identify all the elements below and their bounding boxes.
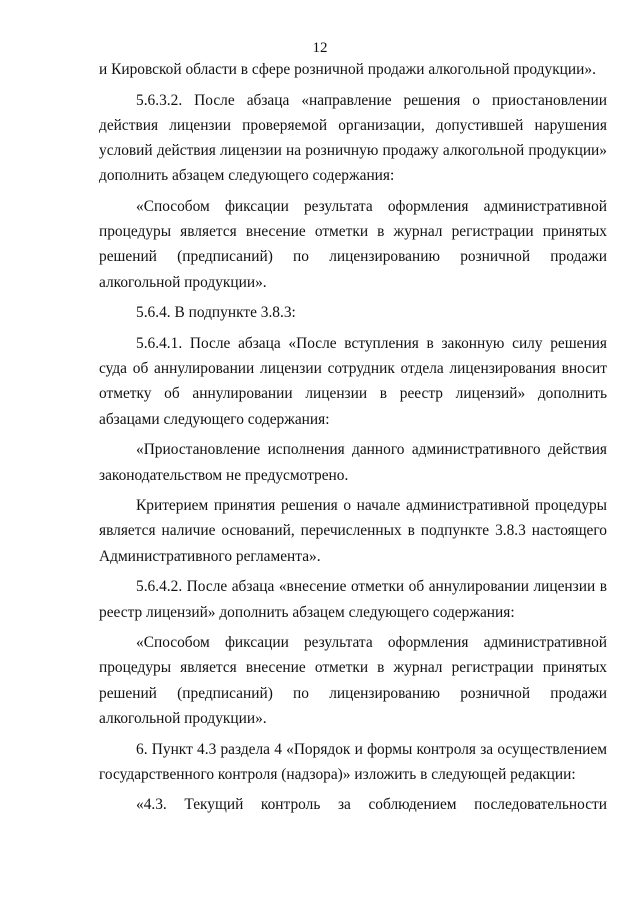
paragraph-5-6-4-2: 5.6.4.2. После абзаца «внесение отметки об аннулировании лицензии в реестр лицензий» дополнить абзацем следующего содержания:: [99, 578, 607, 621]
paragraph-5-6-4: 5.6.4. В подпункте 3.8.3:: [136, 304, 296, 322]
paragraph-5-6-3-2: 5.6.3.2. После абзаца «направление решения о приостановлении действия лицензии проверяемой организации, допустившей нарушения условий действия лицензии на розничную продажу алкогольной продукции» дополнить абзацем следующего содержания:: [99, 91, 607, 185]
paragraph-quote-fixation-1: «Способом фиксации результата оформления административной процедуры является внесение отметки в журнал регистрации принятых решений (предписаний) по лицензированию розничной продажи алкогольной продукции».: [99, 198, 607, 291]
document-body: [99, 57, 607, 818]
paragraph-5-6-4-1: 5.6.4.1. После абзаца «После вступления в законную силу решения суда об аннулировании лицензии сотрудник отдела лицензирования вносит отметку об аннулировании лицензии в реестр лицензий» дополнить абзацами следующего содержания:: [99, 335, 607, 428]
paragraph-4-3-start: «4.3. Текущий контроль за соблюдением последовательности: [136, 796, 607, 814]
paragraph-continuation: и Кировской области в сфере розничной продажи алкогольной продукции».: [99, 61, 596, 78]
paragraph-criterion: Критерием принятия решения о начале административной процедуры является наличие оснований, перечисленных в подпункте 3.8.3 настоящего Административного регламента».: [99, 497, 607, 565]
page-number: 12: [312, 40, 328, 56]
paragraph-quote-fixation-2: «Способом фиксации результата оформления административной процедуры является внесение отметки в журнал регистрации принятых решений (предписаний) по лицензированию розничной продажи алкогольной продукции».: [99, 634, 607, 727]
paragraph-quote-suspension: «Приостановление исполнения данного административного действия законодательством не предусмотрено.: [99, 441, 607, 484]
paragraph-6: 6. Пункт 4.3 раздела 4 «Порядок и формы контроля за осуществлением государственного контроля (надзора)» изложить в следующей редакции:: [99, 740, 607, 783]
